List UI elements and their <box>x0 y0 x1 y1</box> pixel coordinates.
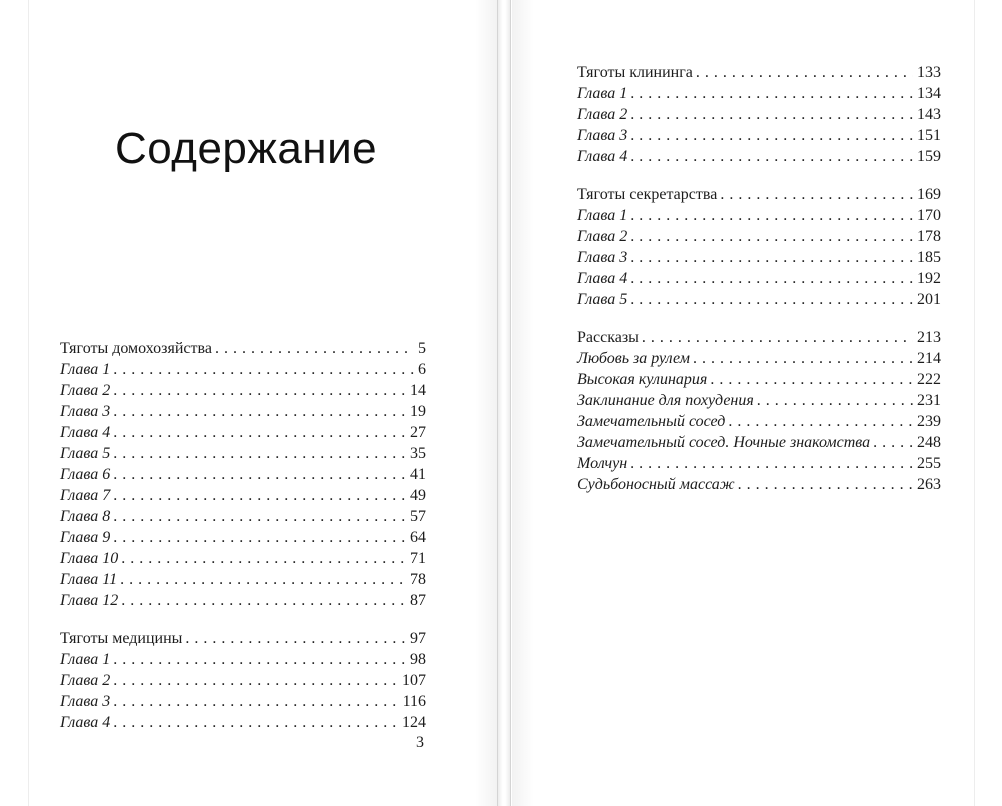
dot-leader <box>120 569 406 590</box>
dot-leader <box>630 453 913 474</box>
toc-entry-page: 124 <box>402 714 426 731</box>
dot-leader <box>642 327 913 348</box>
toc-entry-label: Глава 1 <box>577 85 628 102</box>
toc-entry-label: Глава 4 <box>60 424 111 441</box>
toc-entry-page: 107 <box>402 672 426 689</box>
dot-leader <box>113 359 414 380</box>
dot-leader <box>630 268 913 289</box>
toc-entry-label: Глава 12 <box>60 592 119 609</box>
toc-entry-label: Рассказы <box>577 329 639 346</box>
toc-entry-page: 248 <box>917 434 941 451</box>
toc-entry[interactable] <box>577 205 941 226</box>
dot-leader <box>630 289 913 310</box>
toc-entry[interactable] <box>60 691 426 712</box>
toc-entry[interactable] <box>577 104 941 125</box>
dot-leader <box>113 443 406 464</box>
left-page <box>0 0 497 806</box>
toc-entry[interactable] <box>60 443 426 464</box>
toc-entry[interactable] <box>577 432 941 453</box>
toc-entry-page: 169 <box>917 186 941 203</box>
toc-entry-label: Судьбоносный массаж <box>577 476 735 493</box>
toc-entry-page: 35 <box>410 445 426 462</box>
toc-entry[interactable] <box>60 590 426 611</box>
toc-entry[interactable] <box>60 464 426 485</box>
toc-entry-label: Глава 2 <box>577 228 628 245</box>
dot-leader <box>113 670 398 691</box>
dot-leader <box>757 390 913 411</box>
toc-entry-label: Глава 5 <box>577 291 628 308</box>
dot-leader <box>113 401 406 422</box>
toc-entry-label: Глава 4 <box>60 714 111 731</box>
page-number: 3 <box>416 734 424 751</box>
toc-entry-page: 214 <box>917 350 941 367</box>
toc-entry-label: Глава 3 <box>60 403 111 420</box>
toc-entry-page: 41 <box>410 466 426 483</box>
toc-entry[interactable] <box>577 268 941 289</box>
toc-entry[interactable] <box>577 369 941 390</box>
toc-entry[interactable] <box>60 649 426 670</box>
toc-entry[interactable] <box>577 184 941 205</box>
toc-entry-page: 14 <box>410 382 426 399</box>
dot-leader <box>121 548 406 569</box>
toc-entry-page: 192 <box>917 270 941 287</box>
dot-leader <box>113 712 398 733</box>
toc-section <box>577 62 941 167</box>
toc-entry-page: 133 <box>917 64 941 81</box>
book-spine <box>497 0 511 806</box>
toc-entry-page: 170 <box>917 207 941 224</box>
toc-entry-label: Тяготы медицины <box>60 630 183 647</box>
toc-entry-label: Любовь за рулем <box>577 350 690 367</box>
toc-entry-label: Замечательный сосед <box>577 413 726 430</box>
toc-entry-page: 231 <box>917 392 941 409</box>
toc-entry[interactable] <box>60 359 426 380</box>
toc-entry[interactable] <box>60 712 426 733</box>
dot-leader <box>113 380 406 401</box>
toc-entry-label: Глава 10 <box>60 550 119 567</box>
dot-leader <box>696 62 913 83</box>
toc-entry-label: Замечательный сосед. Ночные знакомства <box>577 434 871 451</box>
toc-section <box>577 327 941 495</box>
toc-entry-label: Глава 3 <box>577 127 628 144</box>
toc-entry[interactable] <box>577 390 941 411</box>
toc-entry-page: 27 <box>410 424 426 441</box>
toc-entry-page: 57 <box>410 508 426 525</box>
toc-entry[interactable] <box>60 506 426 527</box>
toc-entry[interactable] <box>577 411 941 432</box>
toc-entry[interactable] <box>60 628 426 649</box>
toc-entry-page: 78 <box>410 571 426 588</box>
right-page <box>512 0 1002 806</box>
contents-title: Содержание <box>115 124 378 173</box>
toc-entry-page: 6 <box>418 361 426 378</box>
toc-entry[interactable] <box>60 548 426 569</box>
toc-entry-page: 98 <box>410 651 426 668</box>
dot-leader <box>630 83 913 104</box>
dot-leader <box>873 432 913 453</box>
dot-leader <box>728 411 913 432</box>
dot-leader <box>693 348 913 369</box>
toc-entry-page: 178 <box>917 228 941 245</box>
toc-entry-page: 71 <box>410 550 426 567</box>
toc-entry-page: 49 <box>410 487 426 504</box>
toc-entry[interactable] <box>60 569 426 590</box>
dot-leader <box>738 474 913 495</box>
dot-leader <box>185 628 406 649</box>
toc-entry-page: 116 <box>402 693 426 710</box>
toc-entry[interactable] <box>60 401 426 422</box>
toc-entry-label: Глава 2 <box>60 382 111 399</box>
toc-entry[interactable] <box>577 83 941 104</box>
toc-entry-label: Тяготы клининга <box>577 64 693 81</box>
toc-entry[interactable] <box>60 485 426 506</box>
toc-entry[interactable] <box>60 422 426 443</box>
toc-entry-label: Глава 4 <box>577 270 628 287</box>
toc-entry-label: Тяготы секретарства <box>577 186 718 203</box>
toc-entry-label: Глава 9 <box>60 529 111 546</box>
dot-leader <box>710 369 913 390</box>
toc-entry[interactable] <box>60 338 426 359</box>
dot-leader <box>630 146 913 167</box>
toc-entry[interactable] <box>577 348 941 369</box>
toc-entry[interactable] <box>577 474 941 495</box>
toc-entry-label: Глава 8 <box>60 508 111 525</box>
toc-left-column <box>60 338 426 733</box>
toc-entry[interactable] <box>577 62 941 83</box>
toc-entry-page: 263 <box>917 476 941 493</box>
toc-entry-label: Глава 2 <box>60 672 111 689</box>
toc-entry-page: 159 <box>917 148 941 165</box>
toc-entry[interactable] <box>577 125 941 146</box>
toc-section <box>60 338 426 611</box>
dot-leader <box>113 485 406 506</box>
toc-entry-label: Глава 5 <box>60 445 111 462</box>
toc-entry-label: Глава 11 <box>60 571 118 588</box>
dot-leader <box>720 184 913 205</box>
toc-entry[interactable] <box>577 226 941 247</box>
dot-leader <box>113 506 406 527</box>
toc-entry-page: 87 <box>410 592 426 609</box>
dot-leader <box>630 125 913 146</box>
toc-entry[interactable] <box>60 527 426 548</box>
toc-entry[interactable] <box>577 289 941 310</box>
toc-entry[interactable] <box>577 453 941 474</box>
toc-entry[interactable] <box>577 146 941 167</box>
toc-entry[interactable] <box>60 380 426 401</box>
dot-leader <box>113 422 406 443</box>
toc-entry-label: Глава 3 <box>60 693 111 710</box>
dot-leader <box>630 247 913 268</box>
toc-entry-label: Молчун <box>577 455 628 472</box>
dot-leader <box>113 649 406 670</box>
toc-entry-label: Высокая кулинария <box>577 371 708 388</box>
toc-entry-page: 134 <box>917 85 941 102</box>
toc-entry-label: Глава 1 <box>60 651 111 668</box>
toc-entry-page: 97 <box>410 630 426 647</box>
toc-entry-label: Заклинание для похудения <box>577 392 754 409</box>
toc-entry-page: 5 <box>418 340 426 357</box>
toc-section <box>577 184 941 310</box>
toc-entry-label: Тяготы домохозяйства <box>60 340 212 357</box>
toc-entry[interactable] <box>577 327 941 348</box>
toc-entry-page: 143 <box>917 106 941 123</box>
toc-entry[interactable] <box>577 247 941 268</box>
toc-entry-label: Глава 1 <box>577 207 628 224</box>
toc-entry-page: 19 <box>410 403 426 420</box>
dot-leader <box>630 104 913 125</box>
dot-leader <box>113 464 406 485</box>
toc-entry-page: 151 <box>917 127 941 144</box>
toc-entry-label: Глава 4 <box>577 148 628 165</box>
dot-leader <box>630 205 913 226</box>
toc-entry-page: 222 <box>917 371 941 388</box>
dot-leader <box>121 590 406 611</box>
toc-right-column <box>577 62 941 495</box>
toc-entry-page: 213 <box>917 329 941 346</box>
toc-entry-label: Глава 7 <box>60 487 111 504</box>
toc-entry-label: Глава 1 <box>60 361 111 378</box>
toc-entry-page: 239 <box>917 413 941 430</box>
toc-section <box>60 628 426 733</box>
toc-entry-label: Глава 2 <box>577 106 628 123</box>
dot-leader <box>113 527 406 548</box>
toc-entry-label: Глава 6 <box>60 466 111 483</box>
toc-entry-page: 185 <box>917 249 941 266</box>
dot-leader <box>215 338 414 359</box>
dot-leader <box>113 691 398 712</box>
toc-entry-page: 64 <box>410 529 426 546</box>
toc-entry-label: Глава 3 <box>577 249 628 266</box>
toc-entry-page: 201 <box>917 291 941 308</box>
toc-entry[interactable] <box>60 670 426 691</box>
toc-entry-page: 255 <box>917 455 941 472</box>
dot-leader <box>630 226 913 247</box>
